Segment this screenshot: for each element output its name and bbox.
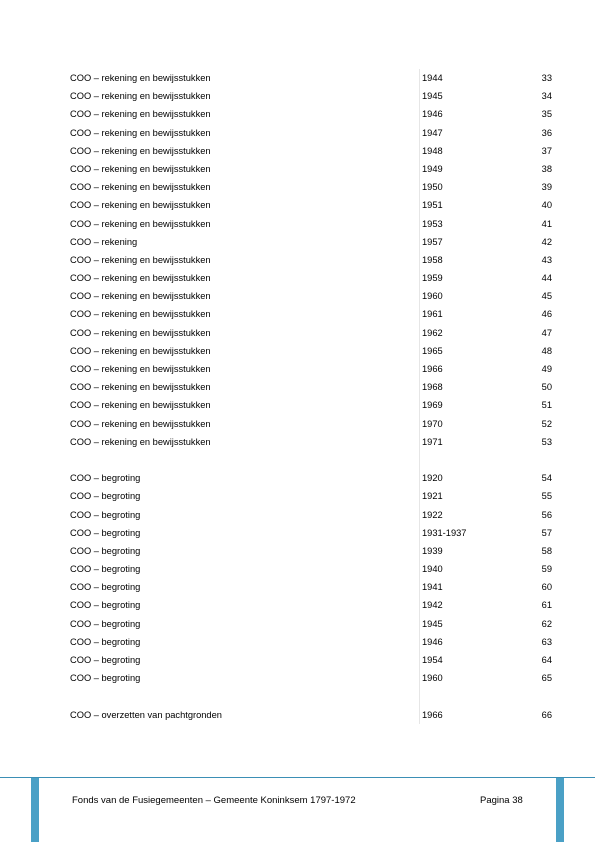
row-description: COO – begroting	[70, 509, 141, 520]
row-year: 1950	[422, 182, 443, 193]
table-row	[70, 506, 560, 524]
row-description: COO – begroting	[70, 655, 141, 665]
row-year: 1961	[422, 309, 443, 320]
row-year: 1951	[422, 200, 443, 211]
table-row	[70, 487, 560, 505]
row-number: 62	[541, 618, 552, 629]
table-row	[70, 596, 560, 614]
row-number: 37	[541, 145, 552, 156]
row-year: 1970	[422, 418, 443, 429]
spacer-row	[70, 687, 560, 705]
row-year: 1946	[422, 636, 443, 647]
table-row	[70, 706, 560, 724]
row-number: 44	[541, 273, 552, 284]
row-description: COO – rekening en bewijsstukken	[70, 436, 211, 447]
table-row	[70, 196, 560, 214]
row-year: 1920	[422, 473, 443, 484]
table-row	[70, 233, 560, 251]
row-description: COO – begroting	[70, 545, 141, 556]
row-number: 61	[541, 600, 552, 611]
row-number: 50	[541, 382, 552, 393]
table-row	[70, 160, 560, 178]
row-description: COO – begroting	[70, 582, 141, 593]
row-year: 1966	[422, 709, 443, 720]
row-number: 51	[541, 400, 552, 411]
row-year: 1948	[422, 145, 443, 156]
row-number: 54	[541, 473, 552, 484]
row-description: COO – begroting	[70, 618, 141, 629]
row-description: COO – rekening en bewijsstukken	[70, 109, 211, 120]
row-description: COO – rekening en bewijsstukken	[70, 254, 211, 265]
row-description: COO – rekening en bewijsstukken	[70, 127, 211, 138]
table-row	[70, 669, 560, 687]
row-number: 35	[541, 109, 552, 120]
row-number: 58	[541, 545, 552, 556]
row-year: 1962	[422, 327, 443, 338]
row-number: 64	[541, 655, 552, 665]
row-number: 66	[541, 709, 552, 720]
table-row	[70, 324, 560, 342]
row-year: 1957	[422, 236, 443, 247]
inventory-table	[70, 69, 560, 724]
row-description: COO – begroting	[70, 673, 141, 684]
row-number: 49	[541, 364, 552, 374]
table-row	[70, 615, 560, 633]
row-year: 1959	[422, 273, 443, 284]
table-row	[70, 287, 560, 305]
table-row	[70, 524, 560, 542]
row-number: 34	[541, 91, 552, 102]
row-year: 1971	[422, 436, 443, 447]
row-description: COO – begroting	[70, 636, 141, 647]
row-number: 40	[541, 200, 552, 211]
footer-rule	[0, 777, 595, 778]
row-description: COO – rekening en bewijsstukken	[70, 145, 211, 156]
table-row	[70, 396, 560, 414]
row-year: 1944	[422, 73, 443, 83]
row-description: COO – rekening en bewijsstukken	[70, 345, 211, 356]
row-year: 1946	[422, 109, 443, 120]
row-number: 63	[541, 636, 552, 647]
row-description: COO – begroting	[70, 473, 141, 484]
row-number: 43	[541, 254, 552, 265]
table-row	[70, 105, 560, 123]
table-row	[70, 360, 560, 378]
row-year: 1941	[422, 582, 443, 593]
table-row	[70, 433, 560, 451]
row-description: COO – rekening en bewijsstukken	[70, 218, 211, 229]
row-number: 46	[541, 309, 552, 320]
table-row	[70, 578, 560, 596]
row-number: 38	[541, 163, 552, 174]
table-row	[70, 124, 560, 142]
row-number: 36	[541, 127, 552, 138]
row-number: 45	[541, 291, 552, 302]
table-row	[70, 342, 560, 360]
table-row	[70, 215, 560, 233]
row-number: 47	[541, 327, 552, 338]
row-description: COO – rekening en bewijsstukken	[70, 182, 211, 193]
row-number: 57	[541, 527, 552, 538]
row-number: 56	[541, 509, 552, 520]
row-number: 39	[541, 182, 552, 193]
table-row	[70, 178, 560, 196]
row-description: COO – rekening en bewijsstukken	[70, 200, 211, 211]
row-year: 1947	[422, 127, 443, 138]
table-row	[70, 269, 560, 287]
table-row	[70, 560, 560, 578]
row-year: 1931-1937	[422, 527, 467, 538]
row-year: 1939	[422, 545, 443, 556]
table-row	[70, 87, 560, 105]
row-year: 1960	[422, 291, 443, 302]
table-row	[70, 378, 560, 396]
spacer-row	[70, 451, 560, 469]
row-year: 1949	[422, 163, 443, 174]
row-year: 1968	[422, 382, 443, 393]
row-year: 1954	[422, 655, 443, 665]
row-description: COO – rekening en bewijsstukken	[70, 309, 211, 320]
row-description: COO – rekening en bewijsstukken	[70, 163, 211, 174]
row-number: 52	[541, 418, 552, 429]
row-description: COO – rekening	[70, 236, 138, 247]
row-description: COO – rekening en bewijsstukken	[70, 327, 211, 338]
row-description: COO – overzetten van pachtgronden	[70, 709, 222, 720]
table-row	[70, 633, 560, 651]
table-row	[70, 251, 560, 269]
row-description: COO – rekening en bewijsstukken	[70, 91, 211, 102]
row-description: COO – begroting	[70, 564, 141, 575]
row-year: 1966	[422, 364, 443, 374]
row-number: 33	[541, 73, 552, 83]
footer-accent-left	[31, 778, 39, 842]
row-year: 1953	[422, 218, 443, 229]
row-number: 55	[541, 491, 552, 502]
row-year: 1960	[422, 673, 443, 684]
table-row	[70, 305, 560, 323]
row-description: COO – rekening en bewijsstukken	[70, 73, 211, 83]
footer-title: Fonds van de Fusiegemeenten – Gemeente Koninksem 1797-1972	[72, 795, 356, 806]
table-row	[70, 651, 560, 669]
row-year: 1958	[422, 254, 443, 265]
row-year: 1942	[422, 600, 443, 611]
row-number: 42	[541, 236, 552, 247]
table-row	[70, 469, 560, 487]
row-description: COO – begroting	[70, 600, 141, 611]
row-year: 1969	[422, 400, 443, 411]
footer-accent-right	[556, 778, 564, 842]
row-number: 59	[541, 564, 552, 575]
table-row	[70, 142, 560, 160]
row-year: 1921	[422, 491, 443, 502]
row-description: COO – begroting	[70, 491, 141, 502]
row-year: 1965	[422, 345, 443, 356]
table-row	[70, 415, 560, 433]
row-number: 60	[541, 582, 552, 593]
table-row	[70, 542, 560, 560]
row-description: COO – rekening en bewijsstukken	[70, 364, 211, 374]
row-description: COO – rekening en bewijsstukken	[70, 418, 211, 429]
page-number: Pagina 38	[480, 795, 523, 806]
row-description: COO – rekening en bewijsstukken	[70, 273, 211, 284]
row-number: 41	[541, 218, 552, 229]
row-number: 48	[541, 345, 552, 356]
row-year: 1940	[422, 564, 443, 575]
row-number: 65	[541, 673, 552, 684]
row-year: 1945	[422, 618, 443, 629]
row-number: 53	[541, 436, 552, 447]
row-year: 1945	[422, 91, 443, 102]
row-year: 1922	[422, 509, 443, 520]
row-description: COO – rekening en bewijsstukken	[70, 400, 211, 411]
row-description: COO – begroting	[70, 527, 141, 538]
row-description: COO – rekening en bewijsstukken	[70, 382, 211, 393]
row-description: COO – rekening en bewijsstukken	[70, 291, 211, 302]
table-row	[70, 69, 560, 87]
